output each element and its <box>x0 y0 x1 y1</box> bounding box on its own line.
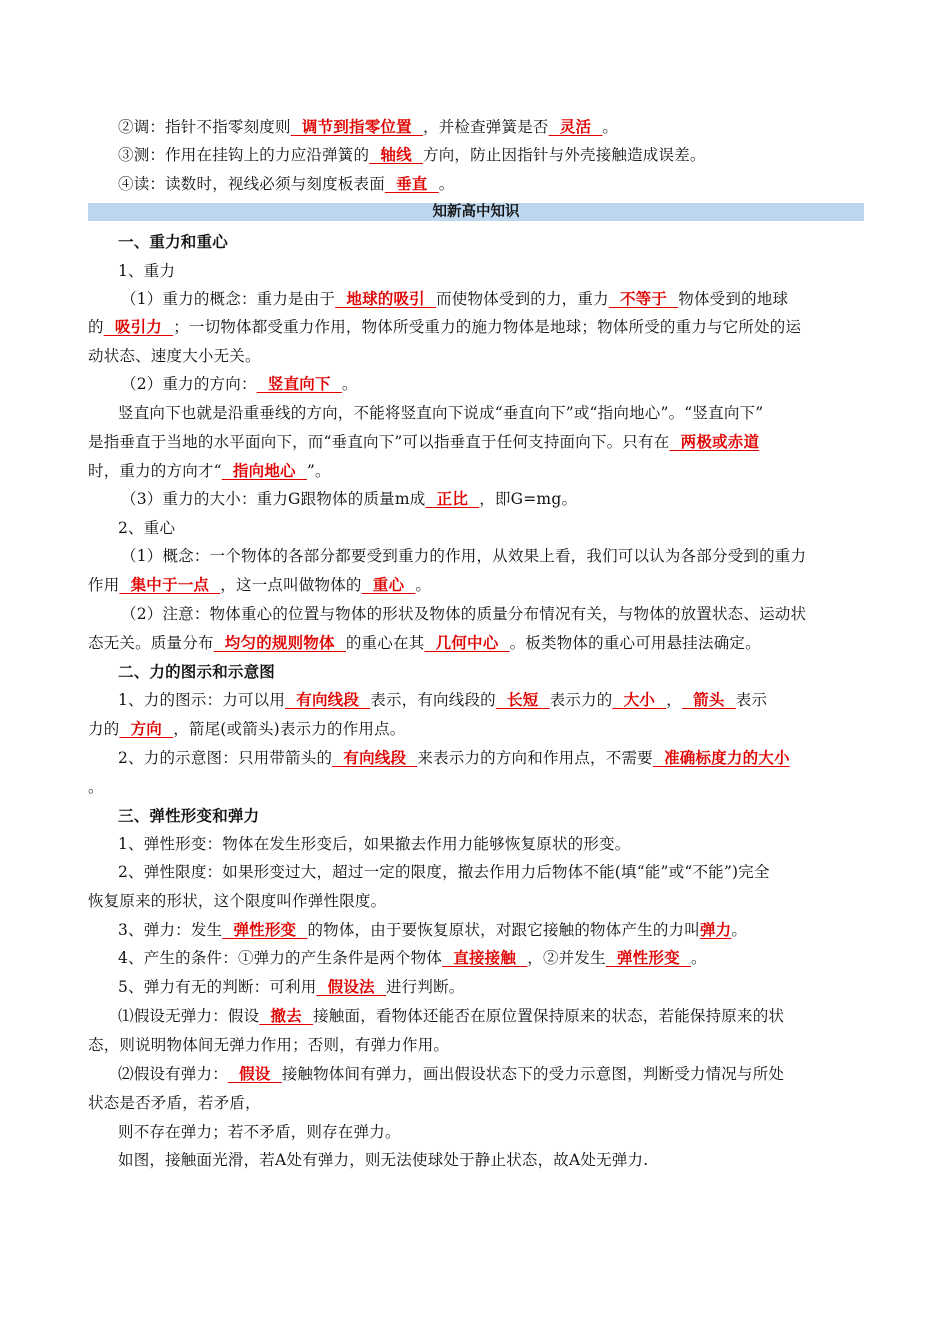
text: 2、力的示意图：只用带箭头的 <box>118 749 333 767</box>
text: 态无关。质量分布 <box>88 634 214 652</box>
text: 而使物体受到的力，重力 <box>436 290 609 308</box>
text: ， <box>666 691 682 709</box>
text-line: 恢复原来的形状，这个限度叫作弹性限度。 <box>88 892 387 910</box>
text-line: 。 <box>88 778 104 796</box>
text: 。 <box>415 576 432 594</box>
answer-blank: 重心 <box>361 576 416 594</box>
answer-blank: 指向地心 <box>221 462 307 480</box>
text: 。 <box>602 118 619 136</box>
text-line <box>88 719 868 739</box>
subheading: 2、重心 <box>118 519 176 537</box>
answer-blank: 正比 <box>425 490 480 508</box>
text: ”。 <box>306 462 331 480</box>
text-line: （1）概念：一个物体的各部分都要受到重力的作用，从效果上看，我们可以认为各部分受到的重力 <box>121 547 807 565</box>
answer-blank: 弹性形变 <box>222 921 308 939</box>
answer-blank: 吸引力 <box>103 318 174 336</box>
text: 方向，防止因指针与外壳接触造成误差。 <box>423 146 706 164</box>
text: 。 <box>341 375 358 393</box>
text: 物体受到的地球 <box>678 290 789 308</box>
answer-blank: 轴线 <box>369 146 423 164</box>
text: ③测：作用在挂钩上的力应沿弹簧的 <box>118 146 370 164</box>
text-line <box>88 317 868 337</box>
answer-blank: 不等于 <box>608 290 679 308</box>
answer-blank: 箭头 <box>681 691 736 709</box>
answer-blank: 有向线段 <box>332 749 418 767</box>
text-line <box>88 432 868 452</box>
text-line <box>88 461 868 481</box>
text: 表示力的 <box>549 691 613 709</box>
text-line <box>121 289 868 309</box>
text-line: 状态是否矛盾，若矛盾， <box>88 1094 261 1112</box>
answer-blank: 垂直 <box>384 175 439 193</box>
text: ，箭尾(或箭头)表示力的作用点。 <box>173 720 406 738</box>
text: 表示，有向线段的 <box>370 691 496 709</box>
text: （1）重力的概念：重力是由于 <box>121 290 336 308</box>
answer-blank: 调节到指零位置 <box>290 118 423 136</box>
text: 4、产生的条件：①弹力的产生条件是两个物体 <box>118 949 443 967</box>
text-line: （2）注意：物体重心的位置与物体的形状及物体的质量分布情况有关，与物体的放置状态、运动状 <box>121 605 807 623</box>
text-line: 竖直向下也就是沿重垂线的方向，不能将竖直向下说成“垂直向下”或“指向地心”。“竖直向下” <box>118 404 764 422</box>
answer-blank: 方向 <box>119 720 174 738</box>
text-line <box>118 977 868 997</box>
text: ，②并发生 <box>527 949 606 967</box>
text: ，这一点叫做物体的 <box>220 576 362 594</box>
text-line <box>118 748 868 768</box>
answer-blank: 两极或赤道 <box>669 433 760 451</box>
text: ⑵假设有弹力： <box>118 1065 228 1083</box>
text-line <box>118 117 868 137</box>
text-line <box>118 690 868 710</box>
answer-blank: 几何中心 <box>424 634 510 652</box>
text-line: 态，则说明物体间无弹力作用；否则，有弹力作用。 <box>88 1036 450 1054</box>
text-line <box>118 1064 868 1084</box>
text-line <box>118 948 868 968</box>
text: ②调：指针不指零刻度则 <box>118 118 291 136</box>
text: ，即G=mg。 <box>479 490 578 508</box>
text: 。 <box>438 175 455 193</box>
text-line <box>118 174 868 194</box>
text-line: 1、弹性形变：物体在发生形变后，如果撤去作用力能够恢复原状的形变。 <box>118 835 631 853</box>
text-line <box>88 633 868 653</box>
text: 进行判断。 <box>385 978 465 996</box>
text-line <box>118 920 868 940</box>
answer-blank: 弹性形变 <box>605 949 691 967</box>
text: 接触物体间有弹力，画出假设状态下的受力示意图，判断受力情况与所处 <box>281 1065 785 1083</box>
text-line <box>118 1006 868 1026</box>
answer-blank: 准确标度力的大小 <box>652 749 790 767</box>
text: 力的 <box>88 720 120 738</box>
section-heading: 二、力的图示和示意图 <box>118 663 276 681</box>
text: 5、弹力有无的判断：可利用 <box>118 978 317 996</box>
text: 1、力的图示：力可以用 <box>118 691 286 709</box>
text: 3、弹力：发生 <box>118 921 223 939</box>
text-line: 则不存在弹力；若不矛盾，则存在弹力。 <box>118 1123 401 1141</box>
section-heading: 三、弹性形变和弹力 <box>118 807 260 825</box>
answer-blank: 假设法 <box>316 978 386 996</box>
text: （3）重力的大小：重力G跟物体的质量m成 <box>121 490 426 508</box>
text: 时，重力的方向才“ <box>88 462 222 480</box>
text: （2）重力的方向： <box>121 375 257 393</box>
text: 接触面，看物体还能否在原位置保持原来的状态，若能保持原来的状 <box>313 1007 785 1025</box>
subheading: 1、重力 <box>118 262 176 280</box>
answer-blank: 集中于一点 <box>119 576 221 594</box>
text-line <box>118 145 868 165</box>
text-line <box>121 374 868 394</box>
text-line: 2、弹性限度：如果形变过大，超过一定的限度，撤去作用力后物体不能(填“能”或“不能”)完全 <box>118 863 770 881</box>
text: 的重心在其 <box>345 634 425 652</box>
text: 的 <box>88 318 104 336</box>
answer-blank: 直接接触 <box>442 949 528 967</box>
answer-blank: 地球的吸引 <box>335 290 437 308</box>
text: ；一切物体都受重力作用，物体所受重力的施力物体是地球；物体所受的重力与它所处的运 <box>173 318 802 336</box>
answer-blank: 撤去 <box>259 1007 314 1025</box>
text: 是指垂直于当地的水平面向下，而“垂直向下”可以指垂直于任何支持面向下。只有在 <box>88 433 670 451</box>
answer-blank: 弹力 <box>699 921 732 939</box>
answer-blank: 均匀的规则物体 <box>213 634 346 652</box>
text: 的物体，由于要恢复原状，对跟它接触的物体产生的力叫 <box>307 921 700 939</box>
answer-blank: 大小 <box>612 691 667 709</box>
answer-blank: 竖直向下 <box>256 375 342 393</box>
text-line <box>88 575 868 595</box>
answer-blank: 长短 <box>495 691 550 709</box>
text: ⑴假设无弹力：假设 <box>118 1007 260 1025</box>
text-line: 如图，接触面光滑，若A处有弹力，则无法使球处于静止状态，故A处无弹力. <box>118 1151 649 1169</box>
text: 。 <box>731 921 748 939</box>
text: 来表示力的方向和作用点，不需要 <box>417 749 653 767</box>
section-heading: 一、重力和重心 <box>118 233 228 251</box>
answer-blank: 有向线段 <box>285 691 371 709</box>
text-line: 动状态、速度大小无关。 <box>88 347 261 365</box>
text: ，并检查弹簧是否 <box>423 118 549 136</box>
text: 作用 <box>88 576 120 594</box>
text: 。板类物体的重心可用悬挂法确定。 <box>509 634 761 652</box>
text: ④读：读数时，视线必须与刻度板表面 <box>118 175 385 193</box>
answer-blank: 灵活 <box>548 118 603 136</box>
answer-blank: 假设 <box>227 1065 282 1083</box>
text: 。 <box>690 949 707 967</box>
text: 表示 <box>735 691 768 709</box>
section-banner: 知新高中知识 <box>88 203 864 221</box>
text-line <box>121 489 868 509</box>
